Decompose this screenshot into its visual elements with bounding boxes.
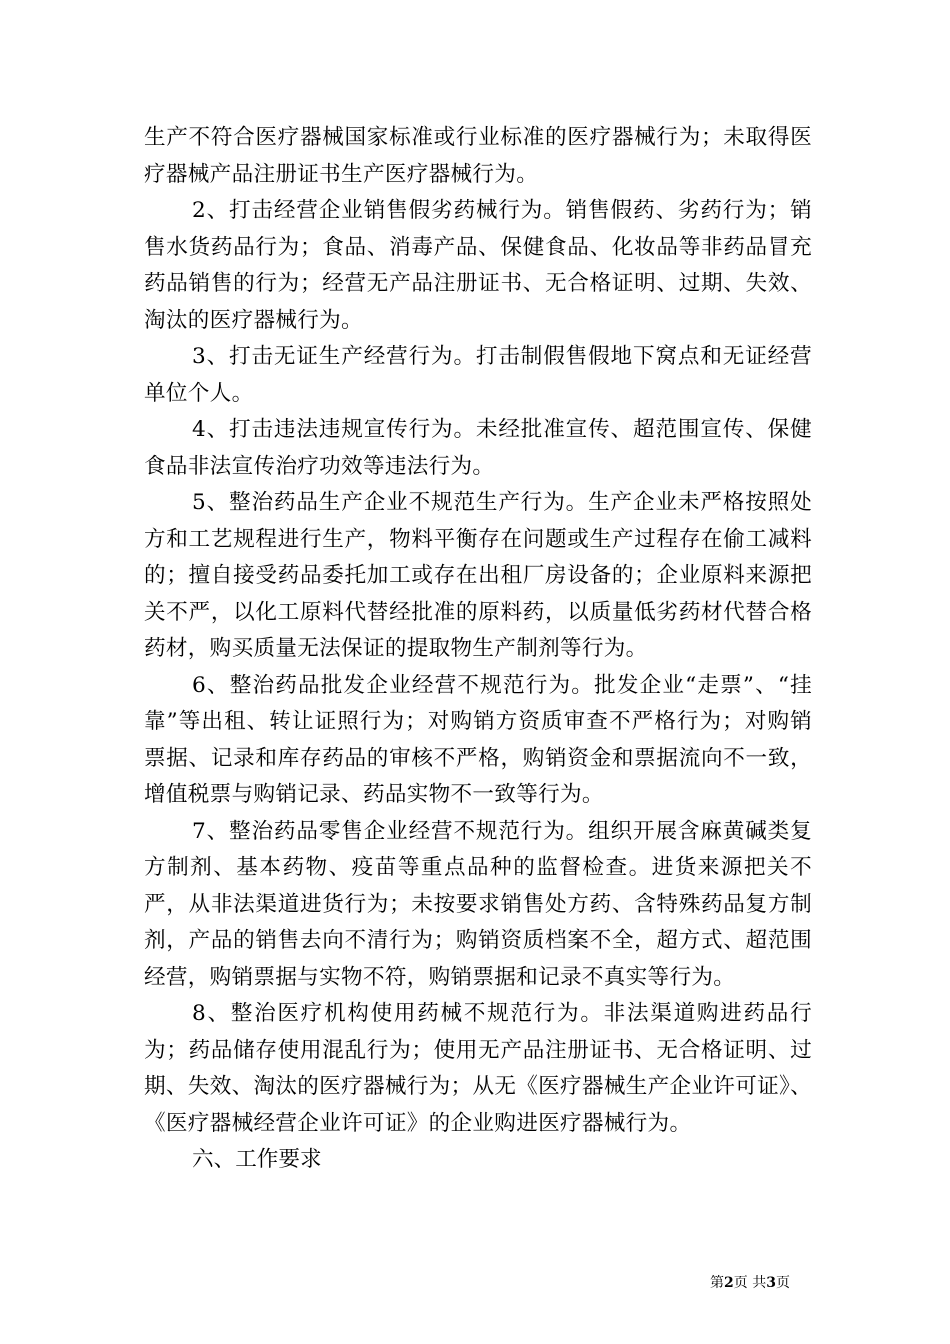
footer-current-page: 2 [724,1275,734,1291]
document-body [144,120,812,1179]
footer-suffix: 页 [775,1275,790,1291]
paragraph-item-3: 3、打击无证生产经营行为。打击制假售假地下窝点和无证经营单位个人。 [144,344,812,406]
footer-total-pages: 3 [766,1275,776,1291]
paragraph-item-5: 5、整治药品生产企业不规范生产行为。生产企业未严格按照处方和工艺规程进行生产，物料平衡存在问题或生产过程存在偷工减料的；擅自接受药品委托加工或存在出租厂房设备的；企业原料来源把关不严，以化工原料代替经批准的原料药，以质量低劣药材代替合格药材，购买质量无法保证的提取物生产制剂等行为。 [144,490,812,661]
paragraph-item-8: 8、整治医疗机构使用药械不规范行为。非法渠道购进药品行为；药品储存使用混乱行为；使用无产品注册证书、无合格证明、过期、失效、淘汰的医疗器械行为；从无《医疗器械生产企业许可证》、《医疗器械经营企业许可证》的企业购进医疗器械行为。 [144,1001,812,1136]
section-heading: 六、工作要求 [192,1147,322,1172]
footer-prefix: 第 [710,1275,724,1291]
paragraph-item-7: 7、整治药品零售企业经营不规范行为。组织开展含麻黄碱类复方制剂、基本药物、疫苗等重点品种的监督检查。进货来源把关不严，从非法渠道进货行为；未按要求销售处方药、含特殊药品复方制剂，产品的销售去向不清行为；购销资质档案不全，超方式、超范围经营，购销票据与实物不符，购销票据和记录不真实等行为。 [144,818,812,990]
paragraph-continuation: 生产不符合医疗器械国家标准或行业标准的医疗器械行为；未取得医疗器械产品注册证书生产医疗器械行为。 [144,125,812,187]
paragraph-item-4: 4、打击违法违规宣传行为。未经批准宣传、超范围宣传、保健食品非法宣传治疗功效等违法行为。 [144,417,812,479]
footer-middle: 页 共 [733,1275,767,1291]
paragraph-item-6: 6、整治药品批发企业经营不规范行为。批发企业“走票”、“挂靠”等出租、转让证照行为；对购销方资质审查不严格行为；对购销票据、记录和库存药品的审核不严格，购销资金和票据流向不一致，增值税票与购销记录、药品实物不一致等行为。 [144,672,812,807]
paragraph-item-2: 2、打击经营企业销售假劣药械行为。销售假药、劣药行为；销售水货药品行为；食品、消毒产品、保健食品、化妆品等非药品冒充药品销售的行为；经营无产品注册证书、无合格证明、过期、失效、淘汰的医疗器械行为。 [144,198,812,333]
page-number-footer [710,1272,790,1292]
